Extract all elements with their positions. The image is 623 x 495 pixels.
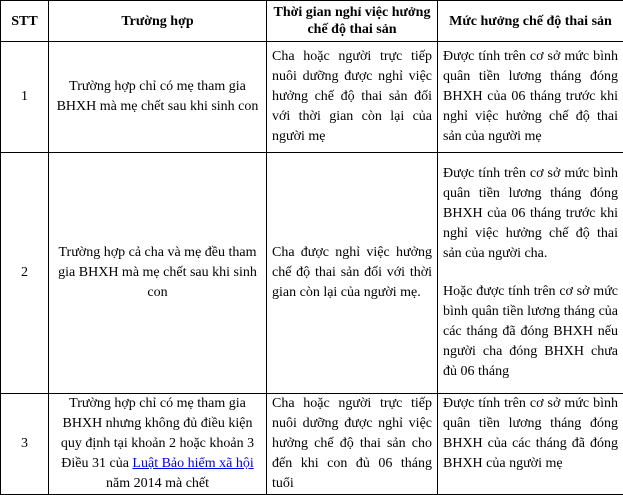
- case-text-start: Trường hợp chỉ có mẹ tham gia BHXH nhưng không đủ điều kiện quy định tại khoản 2 hoặc khoản 3 Điều 31 của: [61, 396, 254, 471]
- row-benefit-level: Được tính trên cơ sở mức bình quân tiền lương tháng đóng BHXH của các tháng đã đóng BHXH của người mẹ: [438, 394, 623, 495]
- header-benefit-level: Mức hưởng chế độ thai sản: [438, 1, 623, 42]
- row-leave-time: Cha được nghỉ việc hưởng chế độ thai sản đối với thời gian còn lại của người mẹ.: [267, 153, 438, 394]
- paragraph-gap: [443, 264, 618, 282]
- row-benefit-level: [438, 153, 623, 394]
- row-case: [49, 394, 267, 495]
- row-stt: 2: [1, 153, 49, 394]
- header-case: Trường hợp: [49, 1, 267, 42]
- benefit-level-option-b: Hoặc được tính trên cơ sở mức bình quân tiền lương tháng của các tháng đã đóng BHXH nếu người cha đóng BHXH chưa đủ 06 tháng: [443, 284, 618, 379]
- row-leave-time: Cha hoặc người trực tiếp nuôi dưỡng được nghỉ việc hưởng chế độ thai sản đối với thời gian còn lại của người mẹ: [267, 42, 438, 153]
- table-row: [1, 394, 623, 495]
- row-stt: 3: [1, 394, 49, 495]
- row-stt: 1: [1, 42, 49, 153]
- row-leave-time: Cha hoặc người trực tiếp nuôi dưỡng được nghỉ việc hưởng chế độ thai sản cho đến khi con đủ 06 tháng tuổi: [267, 394, 438, 495]
- table-row: [1, 42, 623, 153]
- benefit-level-option-a: Được tính trên cơ sở mức bình quân tiền lương tháng đóng BHXH của 06 tháng trước khi nghỉ việc hưởng chế độ thai sản của người cha.: [443, 166, 618, 261]
- row-case: Trường hợp cả cha và mẹ đều tham gia BHXH mà mẹ chết sau khi sinh con: [49, 153, 267, 394]
- table-row: [1, 153, 623, 394]
- header-leave-time: Thời gian nghỉ việc hưởng chế độ thai sản: [267, 1, 438, 42]
- header-stt: STT: [1, 1, 49, 42]
- social-insurance-law-link[interactable]: Luật Bảo hiểm xã hội: [132, 456, 253, 471]
- table-header-row: [1, 1, 623, 42]
- case-text-end: năm 2014 mà chết: [106, 476, 209, 491]
- row-benefit-level: Được tính trên cơ sở mức bình quân tiền lương tháng đóng BHXH của 06 tháng trước khi nghỉ việc hưởng chế độ thai sản của người mẹ: [438, 42, 623, 153]
- row-case: Trường hợp chỉ có mẹ tham gia BHXH mà mẹ chết sau khi sinh con: [49, 42, 267, 153]
